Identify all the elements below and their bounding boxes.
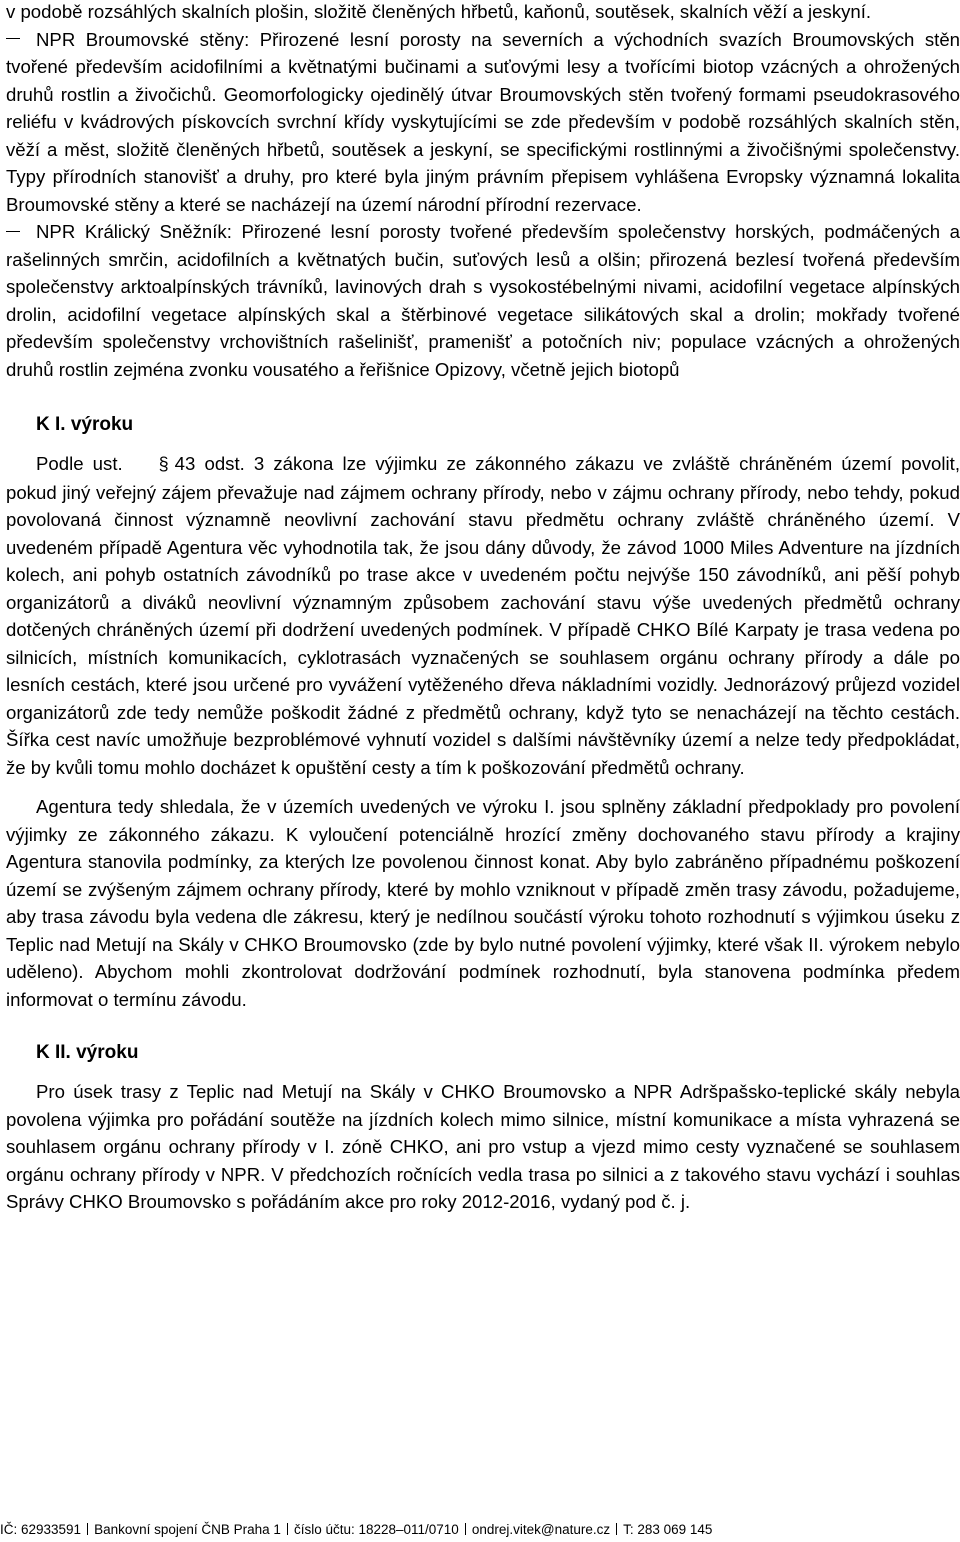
dash-bullet-icon [6,231,20,232]
dash-bullet-icon [6,38,20,39]
paragraph-k-i-vyroku [6,450,960,781]
paragraph-agentura-shledala: Agentura tedy shledala, že v územích uvedených ve výroku I. jsou splněny základní předpoklady pro povolení výjimky ze zákonného zákazu. K vyloučení potenciálně hrozící změny dochovaného stavu přírody a krajiny Agentura stanovila podmínky, za kterých lze povolenou činnost konat. Aby bylo zabráněno případnému poškození území se zvýšeným zájmem ochrany přírody, které by mohlo vzniknout v případě změn trasy závodu, požadujeme, aby trasa závodu byla vedena dle zákresu, který je nedílnou součástí výroku tohoto rozhodnutí s výjimkou úseku z Teplic nad Metují na Skály v CHKO Broumovsko (zde by bylo nutné povolení výjimky, které však II. výrokem nebylo uděleno). Abychom mohli zkontrolovat dodržování podmínek rozhodnutí, byla stanovena podmínka předem informovat o termínu závodu. [6,796,960,1010]
footer-email[interactable]: ondrej.vitek@nature.cz [471,1522,611,1537]
footer-bank: Bankovní spojení ČNB Praha 1 [94,1522,281,1537]
list-item-npr-kralicky-sneznik [6,218,960,383]
footer-phone: T: 283 069 145 [623,1522,713,1537]
list-item-text: NPR Králický Sněžník: Přirozené lesní porosty tvořené především společenstvy horských, podmáčených a rašelinných smrčin, acidofilních a květnatých bučin, suťových lesů a olšin; přirozená bezlesí tvořená především společenstvy arktoalpínských trávníků, lavinových drah s vysokostébelnými nivami, acidofilní vegetace alpínských drolin, acidofilní vegetace alpínských skal a štěrbinové vegetace silikátových skal a drolin; mokřady tvořené především společenstvy vrchovištních rašelinišť, pramenišť a potočních niv; populace vzácných a ohrožených druhů rostlin zejména zvonku vousatého a řeřišnice Opizovy, včetně jejich biotopů [6,221,960,380]
footer-account: číslo účtu: 18228–011/0710 [293,1522,459,1537]
footer-separator [465,1523,466,1535]
footer-ic: IČ: 62933591 [0,1522,82,1537]
paragraph-intro-continuation: v podobě rozsáhlých skalních plošin, složitě členěných hřbetů, kaňonů, soutěsek, skalních věží a jeskyní. [6,1,872,22]
footer-separator [616,1523,617,1535]
footer-separator [87,1523,88,1535]
paragraph-k-ii-vyroku: Pro úsek trasy z Teplic nad Metují na Skály v CHKO Broumovsko a NPR Adršpašsko-teplické skály nebyla povolena výjimka pro pořádání soutěže na jízdních kolech mimo silnice, místní komunikace a místa vyhrazená se souhlasem orgánu ochrany přírody v I. zóně CHKO, ani pro vstup a vjezd mimo cesty vyznačené se souhlasem orgánu ochrany přírody v NPR. V předchozích ročnících vedla trasa po silnici a z takového stavu vychází i souhlas Správy CHKO Broumovsko s pořádáním akce pro roky 2012-2016, vydaný pod č. j. [6,1081,960,1212]
paragraph-body-text: 43 odst. 3 zákona lze výjimku ze zákonného zákazu ve zvláště chráněném území povolit, pokud jiný veřejný zájem převažuje nad zájmem ochrany přírody, nebo v zájmu ochrany přírody, nebo tehdy, pokud povolovaná činnost významně neovlivní zachování stavu předmětu ochrany zvláště chráněného území. V uvedeném případě Agentura věc vyhodnotila tak, že jsou dány důvody, že závod 1000 Miles Adventure na jízdních kolech, ani pohyb ostatních závodníků po trase akce v uvedeném počtu nejvýše 150 závodníků, ani pěší pohyb organizátorů a diváků neovlivní významným způsobem zachování stavu výše uvedených předmětů ochrany dotčených chráněných území při dodržení uvedených podmínek. V případě CHKO Bílé Karpaty je trasa vedena po silnicích, místních komunikacích, cyklotrasách vyznačených se souhlasem orgánu ochrany přírody a dále po lesních cestách, které jsou určené pro vyvážení vytěženého dřeva nákladními vozidly. Jednorázový průjezd vozidel organizátorů zde tedy nemůže poškodit žádné z předmětů ochrany, když tyto se nenacházejí na těchto cestách. Šířka cest navíc umožňuje bezproblémové vyhnutí vozidel s dalšími návštěvníky území a nelze tedy předpokládat, že by kvůli tomu mohlo docházet k opuštění cesty a tím k poškozování předmětů ochrany. [6,453,960,778]
list-item-text: NPR Broumovské stěny: Přirozené lesní porosty na severních a východních svazích Broumovských stěn tvořené především acidofilními a květnatými bučinami a suťovými lesy a tvořícími biotop vzácných a ohrožených druhů rostlin a živočichů. Geomorfologicky ojedinělý útvar Broumovských stěn tvořený formami pseudokrasového reliéfu v kvádrových pískovcích svrchní křídy vyskytujícími se zde především v podobě rozsáhlých skalních stěn, věží a měst, složitě členěných hřbetů, soutěsek a jeskyní, se specifickými rostlinnými a živočišnými společenstvy. Typy přírodních stanovišť a druhy, pro které byla jiným právním přepisem vyhlášena Evropsky významná lokalita Broumovské stěny a které se nacházejí na území národní přírodní rezervace. [6,28,960,215]
page-footer [0,1521,960,1539]
paragraph-lead-text: Podle ust. [36,453,123,474]
footer-separator [287,1523,288,1535]
heading-k-i-vyroku: K I. výroku [36,414,134,435]
section-sign-icon: § [158,454,169,474]
heading-k-ii-vyroku: K II. výroku [36,1042,139,1063]
list-item-npr-broumovske-steny [6,26,960,219]
document-page [6,0,960,1216]
